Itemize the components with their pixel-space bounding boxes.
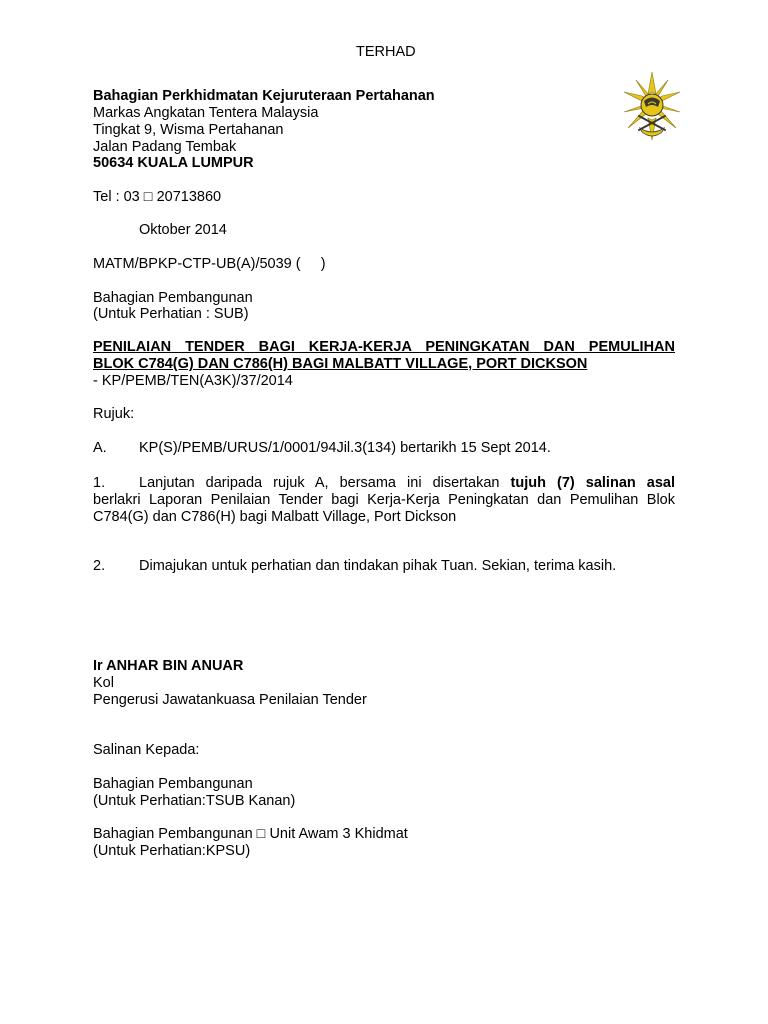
paragraph-number: 1. — [93, 475, 106, 491]
classification-header: TERHAD — [356, 44, 416, 60]
signatory-position: Pengerusi Jawatankuasa Penilaian Tender — [93, 692, 367, 708]
reference-marker: A. — [93, 440, 107, 456]
recipient-attention: (Untuk Perhatian : SUB) — [93, 306, 249, 322]
subject-line: PENILAIAN TENDER BAGI KERJA-KERJA PENINGKATAN DAN PEMULIHAN — [93, 339, 675, 355]
paragraph-emphasis: tujuh (7) salinan asal — [510, 475, 675, 491]
reference-text: KP(S)/PEMB/URUS/1/0001/94Jil.3(134) bertarikh 15 Sept 2014. — [139, 440, 551, 456]
letter-date: Oktober 2014 — [139, 222, 227, 238]
paragraph-1 — [93, 475, 675, 526]
sender-department: Bahagian Perkhidmatan Kejuruteraan Pertahanan — [93, 88, 435, 104]
cc-entry-line: Bahagian Pembangunan □ Unit Awam 3 Khidmat — [93, 826, 408, 842]
cc-label: Salinan Kepada: — [93, 742, 200, 758]
signatory-rank: Kol — [93, 675, 114, 691]
recipient-name: Bahagian Pembangunan — [93, 290, 253, 306]
paragraph-2-text: Dimajukan untuk perhatian dan tindakan pihak Tuan. Sekian, terima kasih. — [139, 558, 617, 574]
paragraph-lead-line — [93, 475, 675, 492]
paragraph-body: berlakri Laporan Penilaian Tender bagi Kerja-Kerja Peningkatan dan Pemulihan Blok C784(G) dan C786(H) bagi Malbatt Village, Port Dickson — [93, 492, 675, 525]
sender-address-line: Tingkat 9, Wisma Pertahanan — [93, 122, 284, 138]
cc-entry-attention: (Untuk Perhatian:TSUB Kanan) — [93, 793, 296, 809]
paragraph-number: 2. — [93, 558, 106, 574]
letter-subject — [93, 339, 675, 373]
sender-postcode-city: 50634 KUALA LUMPUR — [93, 155, 254, 171]
subject-file-reference: - KP/PEMB/TEN(A3K)/37/2014 — [93, 373, 293, 389]
cc-entry-line: Bahagian Pembangunan — [93, 776, 253, 792]
subject-line: BLOK C784(G) DAN C786(H) BAGI MALBATT VILLAGE, PORT DICKSON — [93, 356, 588, 372]
cc-entry-attention: (Untuk Perhatian:KPSU) — [93, 843, 251, 859]
sender-address-line: Jalan Padang Tembak — [93, 139, 237, 155]
letter-reference: MATM/BPKP-CTP-UB(A)/5039 ( ) — [93, 256, 326, 272]
paragraph-lead-text: Lanjutan daripada rujuk A, bersama ini disertakan — [139, 475, 511, 491]
armed-forces-crest-icon — [622, 70, 682, 150]
signatory-name: Ir ANHAR BIN ANUAR — [93, 658, 244, 674]
references-label: Rujuk: — [93, 406, 135, 422]
sender-address-line: Markas Angkatan Tentera Malaysia — [93, 105, 319, 121]
sender-telephone: Tel : 03 □ 20713860 — [93, 189, 222, 205]
